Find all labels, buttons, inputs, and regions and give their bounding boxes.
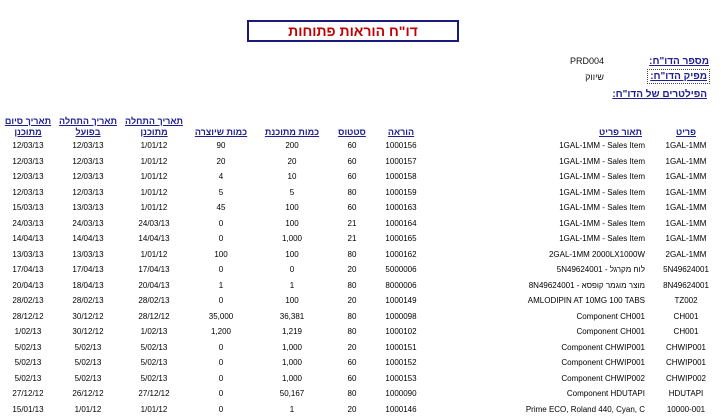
order-cell: 1000098 (385, 311, 417, 321)
table-row (0, 247, 724, 263)
status-cell: 80 (347, 187, 357, 197)
item-desc-cell: 1GAL-1MM - Sales Item (559, 172, 645, 182)
item-cell: 1GAL-1MM (665, 234, 707, 244)
planned-end-cell: 5/02/13 (14, 358, 42, 368)
order-cell: 1000090 (385, 389, 417, 399)
actual-start-cell: 12/03/13 (72, 156, 104, 166)
table-row (0, 340, 724, 356)
order-cell: 1000158 (385, 172, 417, 182)
planned-start-cell: 28/02/13 (138, 296, 170, 306)
status-cell: 60 (347, 373, 357, 383)
col-actual-start: תאריך התחלה בפועל (59, 116, 117, 137)
planned-start-cell: 14/04/13 (138, 234, 170, 244)
planned-start-cell: 5/02/13 (140, 358, 168, 368)
item-desc-cell: Component CHWIP002 (561, 373, 645, 383)
item-cell: CH001 (673, 311, 699, 321)
table-row (0, 278, 724, 294)
planned-start-cell: 5/02/13 (140, 342, 168, 352)
actual-start-cell: 12/03/13 (72, 172, 104, 182)
item-cell: HDUTAPI (668, 389, 704, 399)
actual-start-cell: 24/03/13 (72, 218, 104, 228)
planned-qty-cell: 20 (287, 156, 297, 166)
table-row (0, 169, 724, 185)
produced-qty-cell: 5 (218, 187, 224, 197)
planned-qty-cell: 1,000 (281, 373, 303, 383)
col-planned-qty: כמות מתוכנת (264, 127, 320, 137)
produced-qty-cell: 1,200 (210, 327, 232, 337)
table-row (0, 185, 724, 201)
planned-end-cell: 28/02/13 (12, 296, 44, 306)
produced-qty-cell: 0 (218, 342, 224, 352)
actual-start-cell: 28/02/13 (72, 296, 104, 306)
table-row (0, 262, 724, 278)
planned-qty-cell: 100 (285, 203, 299, 213)
order-cell: 5000006 (385, 265, 417, 275)
order-cell: 1000102 (385, 327, 417, 337)
status-cell: 80 (347, 249, 357, 259)
item-desc-cell: 1GAL-1MM - Sales Item (559, 156, 645, 166)
planned-end-cell: 27/12/12 (12, 389, 44, 399)
planned-end-cell: 12/03/13 (12, 187, 44, 197)
status-cell: 60 (347, 172, 357, 182)
produced-qty-cell: 0 (218, 296, 224, 306)
item-cell: TZ002 (674, 296, 698, 306)
order-cell: 1000164 (385, 218, 417, 228)
item-desc-cell: 1GAL-1MM - Sales Item (559, 234, 645, 244)
item-desc-cell: 5N49624001 - לוח מקרגל (556, 265, 645, 275)
table-row (0, 386, 724, 402)
planned-end-cell: 15/03/13 (12, 203, 44, 213)
item-cell: 1GAL-1MM (665, 218, 707, 228)
planned-qty-cell: 1,000 (281, 234, 303, 244)
item-desc-cell: 1GAL-1MM - Sales Item (559, 203, 645, 213)
item-cell: 1GAL-1MM (665, 172, 707, 182)
table-row (0, 371, 724, 387)
actual-start-cell: 30/12/12 (72, 327, 104, 337)
produced-qty-cell: 0 (218, 373, 224, 383)
item-cell: 5N49624001 (663, 265, 709, 275)
status-cell: 80 (347, 389, 357, 399)
planned-qty-cell: 1 (289, 280, 295, 290)
orders-table (0, 100, 724, 417)
item-cell: 1GAL-1MM (665, 187, 707, 197)
item-cell: 1GAL-1MM (665, 203, 707, 213)
actual-start-cell: 5/02/13 (74, 342, 102, 352)
table-row (0, 200, 724, 216)
planned-end-cell: 17/04/13 (12, 265, 44, 275)
planned-qty-cell: 100 (285, 249, 299, 259)
planned-start-cell: 5/02/13 (140, 373, 168, 383)
table-row (0, 216, 724, 232)
report-title: דו"ח הוראות פתוחות (247, 20, 459, 42)
col-produced-qty: כמות שיוצרה (194, 127, 248, 137)
status-cell: 20 (347, 342, 357, 352)
planned-qty-cell: 1,000 (281, 358, 303, 368)
col-status: סטטוס (338, 127, 366, 137)
planned-start-cell: 1/01/12 (140, 187, 168, 197)
table-row (0, 355, 724, 371)
planned-start-cell: 1/01/12 (140, 203, 168, 213)
planned-end-cell: 28/12/12 (12, 311, 44, 321)
planned-start-cell: 1/01/12 (140, 156, 168, 166)
item-cell: 1GAL-1MM (665, 156, 707, 166)
order-cell: 1000146 (385, 404, 417, 414)
planned-end-cell: 13/03/13 (12, 249, 44, 259)
planned-start-cell: 1/01/12 (140, 141, 168, 151)
item-desc-cell: Component CH001 (576, 327, 645, 337)
item-cell: CH001 (673, 327, 699, 337)
produced-qty-cell: 0 (218, 404, 224, 414)
status-cell: 80 (347, 280, 357, 290)
planned-end-cell: 14/04/13 (12, 234, 44, 244)
item-cell: 2GAL-1MM (665, 249, 707, 259)
table-row (0, 402, 724, 417)
item-desc-cell: Component CHWIP001 (561, 342, 645, 352)
planned-start-cell: 27/12/12 (138, 389, 170, 399)
status-cell: 21 (347, 218, 357, 228)
report-number-label: מספר הדו"ח: (649, 56, 709, 67)
item-desc-cell: 1GAL-1MM - Sales Item (559, 218, 645, 228)
planned-qty-cell: 1,219 (281, 327, 303, 337)
planned-start-cell: 28/12/12 (138, 311, 170, 321)
item-desc-cell: Component CHWIP001 (561, 358, 645, 368)
status-cell: 80 (347, 327, 357, 337)
order-cell: 1000149 (385, 296, 417, 306)
order-cell: 1000165 (385, 234, 417, 244)
planned-end-cell: 15/01/13 (12, 404, 44, 414)
actual-start-cell: 13/03/13 (72, 249, 104, 259)
report-issuer-value: שיווק (585, 72, 604, 82)
table-header-row (0, 100, 724, 138)
status-cell: 20 (347, 265, 357, 275)
table-row (0, 154, 724, 170)
produced-qty-cell: 0 (218, 234, 224, 244)
item-desc-cell: 8N49624001 - מוצר מוגמר קופסא (528, 280, 645, 290)
col-planned-end: תאריך סיום מתוכנן (4, 116, 52, 137)
planned-qty-cell: 50,167 (279, 389, 305, 399)
table-row (0, 324, 724, 340)
table-body (0, 138, 724, 417)
table-row (0, 309, 724, 325)
item-cell: CHWIP002 (665, 373, 706, 383)
produced-qty-cell: 0 (218, 358, 224, 368)
status-cell: 20 (347, 404, 357, 414)
planned-end-cell: 24/03/13 (12, 218, 44, 228)
planned-start-cell: 24/03/13 (138, 218, 170, 228)
planned-qty-cell: 36,381 (279, 311, 305, 321)
planned-end-cell: 12/03/13 (12, 141, 44, 151)
item-cell: CHWIP001 (665, 358, 706, 368)
report-number-value: PRD004 (569, 56, 604, 66)
item-desc-cell: Component HDUTAPI (566, 389, 645, 399)
col-item-desc: תאור פריט (599, 127, 642, 137)
produced-qty-cell: 90 (216, 141, 226, 151)
actual-start-cell: 5/02/13 (74, 373, 102, 383)
planned-qty-cell: 100 (285, 218, 299, 228)
col-item: פריט (676, 127, 696, 137)
planned-end-cell: 1/02/13 (14, 327, 42, 337)
order-cell: 1000157 (385, 156, 417, 166)
order-cell: 1000162 (385, 249, 417, 259)
produced-qty-cell: 35,000 (208, 311, 234, 321)
produced-qty-cell: 0 (218, 389, 224, 399)
actual-start-cell: 14/04/13 (72, 234, 104, 244)
status-cell: 20 (347, 296, 357, 306)
produced-qty-cell: 45 (216, 203, 226, 213)
planned-start-cell: 20/04/13 (138, 280, 170, 290)
item-cell: 10000-001 (666, 404, 706, 414)
table-row (0, 138, 724, 154)
planned-end-cell: 5/02/13 (14, 342, 42, 352)
status-cell: 21 (347, 234, 357, 244)
planned-qty-cell: 100 (285, 296, 299, 306)
planned-end-cell: 12/03/13 (12, 156, 44, 166)
status-cell: 60 (347, 156, 357, 166)
planned-end-cell: 12/03/13 (12, 172, 44, 182)
status-cell: 60 (347, 141, 357, 151)
planned-qty-cell: 10 (287, 172, 297, 182)
produced-qty-cell: 4 (218, 172, 224, 182)
produced-qty-cell: 0 (218, 218, 224, 228)
actual-start-cell: 30/12/12 (72, 311, 104, 321)
planned-start-cell: 1/02/13 (140, 327, 168, 337)
table-row (0, 231, 724, 247)
planned-qty-cell: 0 (289, 265, 295, 275)
col-order: הוראה (387, 127, 415, 137)
planned-qty-cell: 200 (285, 141, 299, 151)
order-cell: 1000159 (385, 187, 417, 197)
actual-start-cell: 18/04/13 (72, 280, 104, 290)
item-desc-cell: Prime ECO, Roland 440, Cyan, C (525, 404, 645, 414)
item-cell: 1GAL-1MM (665, 141, 707, 151)
planned-start-cell: 1/01/12 (140, 249, 168, 259)
order-cell: 1000163 (385, 203, 417, 213)
produced-qty-cell: 100 (214, 249, 228, 259)
item-desc-cell: Component CH001 (576, 311, 645, 321)
order-cell: 1000156 (385, 141, 417, 151)
produced-qty-cell: 0 (218, 265, 224, 275)
planned-qty-cell: 1 (289, 404, 295, 414)
actual-start-cell: 26/12/12 (72, 389, 104, 399)
actual-start-cell: 13/03/13 (72, 203, 104, 213)
col-planned-start: תאריך התחלה מתוכנן (125, 116, 183, 137)
item-desc-cell: 1GAL-1MM - Sales Item (559, 141, 645, 151)
planned-qty-cell: 1,000 (281, 342, 303, 352)
order-cell: 1000152 (385, 358, 417, 368)
planned-end-cell: 20/04/13 (12, 280, 44, 290)
table-row (0, 293, 724, 309)
planned-start-cell: 17/04/13 (138, 265, 170, 275)
planned-qty-cell: 5 (289, 187, 295, 197)
planned-end-cell: 5/02/13 (14, 373, 42, 383)
item-desc-cell: 1GAL-1MM - Sales Item (559, 187, 645, 197)
planned-start-cell: 1/01/12 (140, 172, 168, 182)
actual-start-cell: 12/03/13 (72, 141, 104, 151)
status-cell: 80 (347, 311, 357, 321)
report-filters-label: הפילטרים של הדו"ח: (612, 89, 707, 100)
actual-start-cell: 1/01/12 (74, 404, 102, 414)
order-cell: 1000151 (385, 342, 417, 352)
planned-start-cell: 1/01/12 (140, 404, 168, 414)
item-desc-cell: AMLODIPIN AT 10MG 100 TABS (527, 296, 645, 306)
actual-start-cell: 17/04/13 (72, 265, 104, 275)
item-desc-cell: 2GAL-1MM 2000LX1000W (548, 249, 645, 259)
produced-qty-cell: 20 (216, 156, 226, 166)
produced-qty-cell: 1 (218, 280, 224, 290)
report-issuer-label: מפיק הדו"ח: (647, 69, 710, 84)
item-cell: 8N49624001 (663, 280, 709, 290)
actual-start-cell: 12/03/13 (72, 187, 104, 197)
actual-start-cell: 5/02/13 (74, 358, 102, 368)
item-cell: CHWIP001 (665, 342, 706, 352)
order-cell: 1000153 (385, 373, 417, 383)
status-cell: 60 (347, 358, 357, 368)
order-cell: 8000006 (385, 280, 417, 290)
status-cell: 60 (347, 203, 357, 213)
